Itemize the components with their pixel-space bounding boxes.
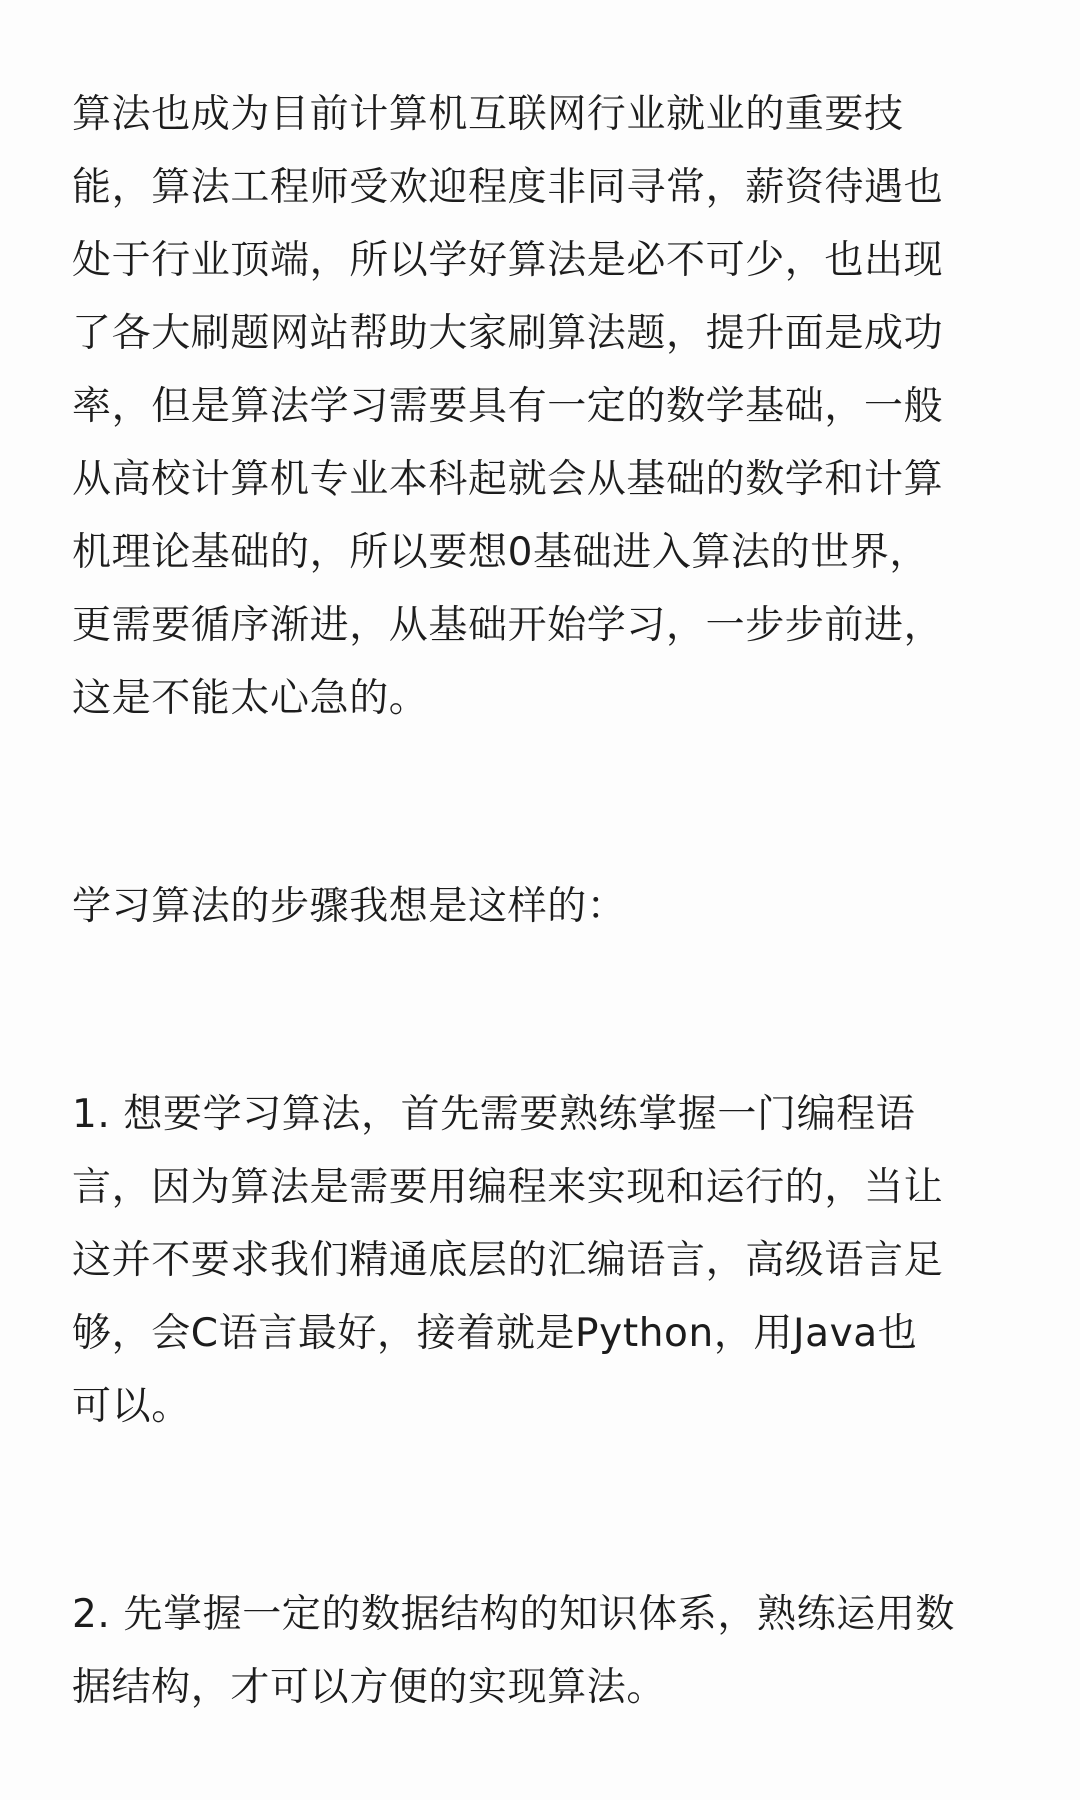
steps-heading-text: 学习算法的步骤我想是这样的： [72,884,627,929]
step-1-line: 可以。 [72,1384,191,1429]
step-1-line: 够，会C语言最好，接着就是Python，用Java也 [72,1311,918,1356]
intro-line: 更需要循序渐进，从基础开始学习，一步步前进， [72,603,944,648]
intro-line: 率，但是算法学习需要具有一定的数学基础，一般 [72,384,944,429]
intro-paragraph [72,78,1012,735]
step-1-line: 1. 想要学习算法，首先需要熟练掌握一门编程语 [72,1092,916,1137]
intro-line: 处于行业顶端，所以学好算法是必不可少，也出现 [72,238,944,283]
intro-line: 机理论基础的，所以要想0基础进入算法的世界， [72,530,930,575]
paragraph-spacer [72,943,1012,1078]
step-1-paragraph [72,1078,1012,1443]
step-1-line: 这并不要求我们精通底层的汇编语言，高级语言足 [72,1238,944,1283]
paragraph-spacer [72,735,1012,870]
intro-line: 了各大刷题网站帮助大家刷算法题，提升面是成功 [72,311,944,356]
steps-heading [72,870,1012,943]
article-body [72,78,1012,1724]
intro-line: 这是不能太心急的。 [72,676,429,721]
intro-line: 算法也成为目前计算机互联网行业就业的重要技 [72,92,904,137]
step-2-paragraph [72,1578,1012,1724]
paragraph-spacer [72,1443,1012,1578]
step-2-line: 据结构，才可以方便的实现算法。 [72,1665,667,1710]
intro-line: 从高校计算机专业本科起就会从基础的数学和计算 [72,457,944,502]
step-2-line: 2. 先掌握一定的数据结构的知识体系，熟练运用数 [72,1592,956,1637]
step-1-line: 言，因为算法是需要用编程来实现和运行的，当让 [72,1165,944,1210]
intro-line: 能，算法工程师受欢迎程度非同寻常，薪资待遇也 [72,165,944,210]
